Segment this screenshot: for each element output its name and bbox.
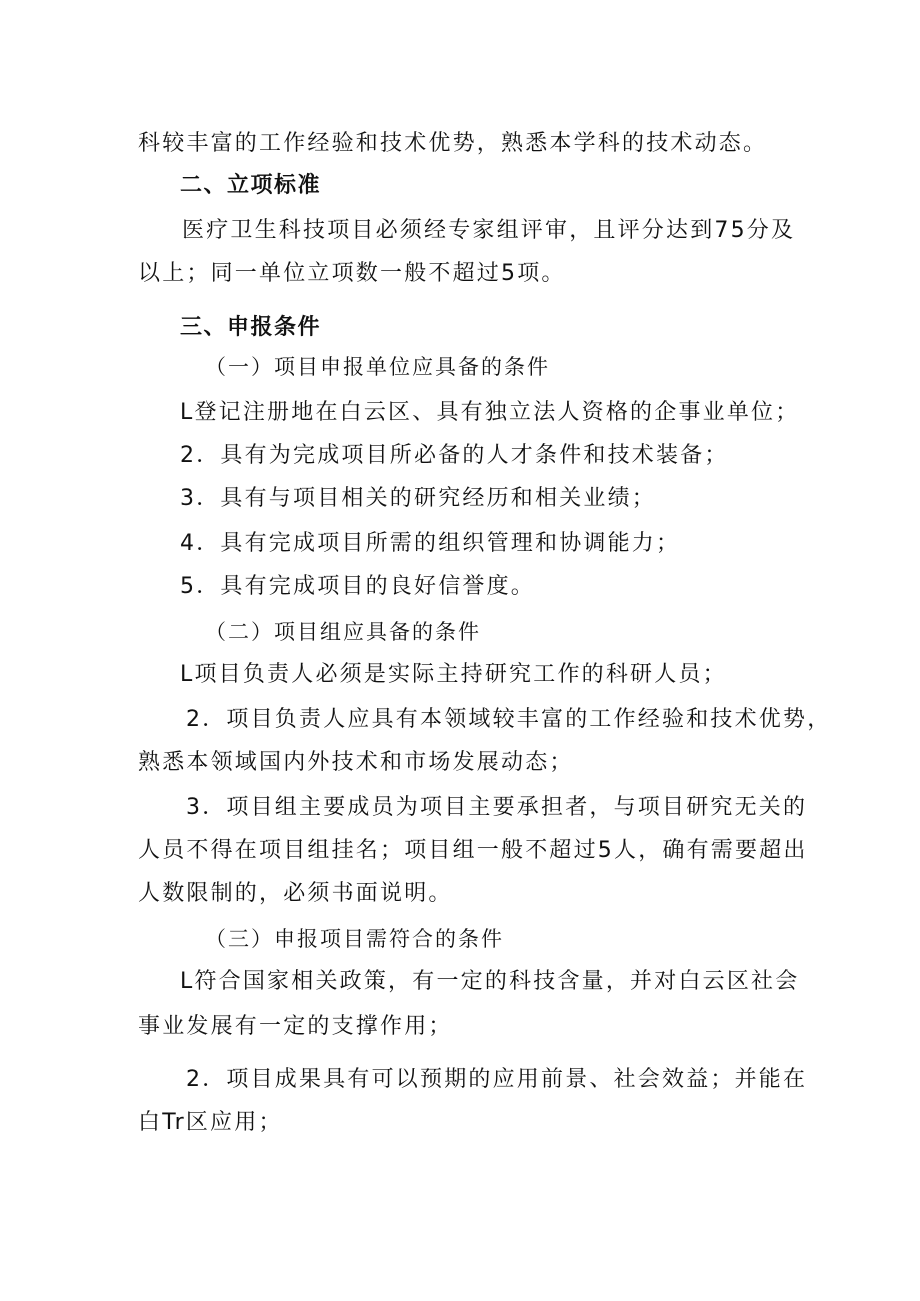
paragraph-line: 科较丰富的工作经验和技术优势，熟悉本学科的技术动态。 (138, 131, 768, 156)
section-heading-conditions: 三、申报条件 (180, 315, 322, 340)
list-item: L符合国家相关政策，有一定的科技含量，并对白云区社会 (180, 969, 800, 994)
list-item: 2．项目负责人应具有本领域较丰富的工作经验和技术优势， (186, 707, 832, 732)
list-item: 2．项目成果具有可以预期的应用前景、社会效益；并能在 (186, 1067, 808, 1092)
list-item: 3．具有与项目相关的研究经历和相关业绩； (180, 486, 656, 511)
list-item: L登记注册地在白云区、具有独立法人资格的企事业单位； (180, 400, 800, 425)
paragraph-line: 人员不得在项目组挂名；项目组一般不超过5人，确有需要超出 (138, 838, 808, 863)
paragraph-line: 人数限制的，必须书面说明。 (138, 881, 453, 906)
list-item: 2．具有为完成项目所必备的人才条件和技术装备； (180, 443, 729, 468)
subsection-heading-1: （一）项目申报单位应具备的条件 (205, 355, 550, 379)
list-item: 4．具有完成项目所需的组织管理和协调能力； (180, 531, 681, 556)
paragraph-line: 以上；同一单位立项数一般不超过5项。 (138, 261, 566, 286)
paragraph-line: 事业发展有一定的支撑作用； (138, 1014, 453, 1039)
list-item: L项目负责人必须是实际主持研究工作的科研人员； (180, 662, 727, 687)
list-item: 5．具有完成项目的良好信誉度。 (180, 574, 535, 599)
paragraph-line: 白Tr区应用； (138, 1110, 283, 1135)
paragraph-line: 熟悉本领域国内外技术和市场发展动态； (138, 750, 574, 775)
list-item: 3．项目组主要成员为项目主要承担者，与项目研究无关的 (186, 795, 808, 820)
subsection-heading-2: （二）项目组应具备的条件 (205, 620, 481, 644)
subsection-heading-3: （三）申报项目需符合的条件 (205, 927, 504, 951)
paragraph-line: 医疗卫生科技项目必须经专家组评审，且评分达到75分及 (182, 218, 796, 243)
section-heading-standards: 二、立项标准 (180, 173, 322, 198)
